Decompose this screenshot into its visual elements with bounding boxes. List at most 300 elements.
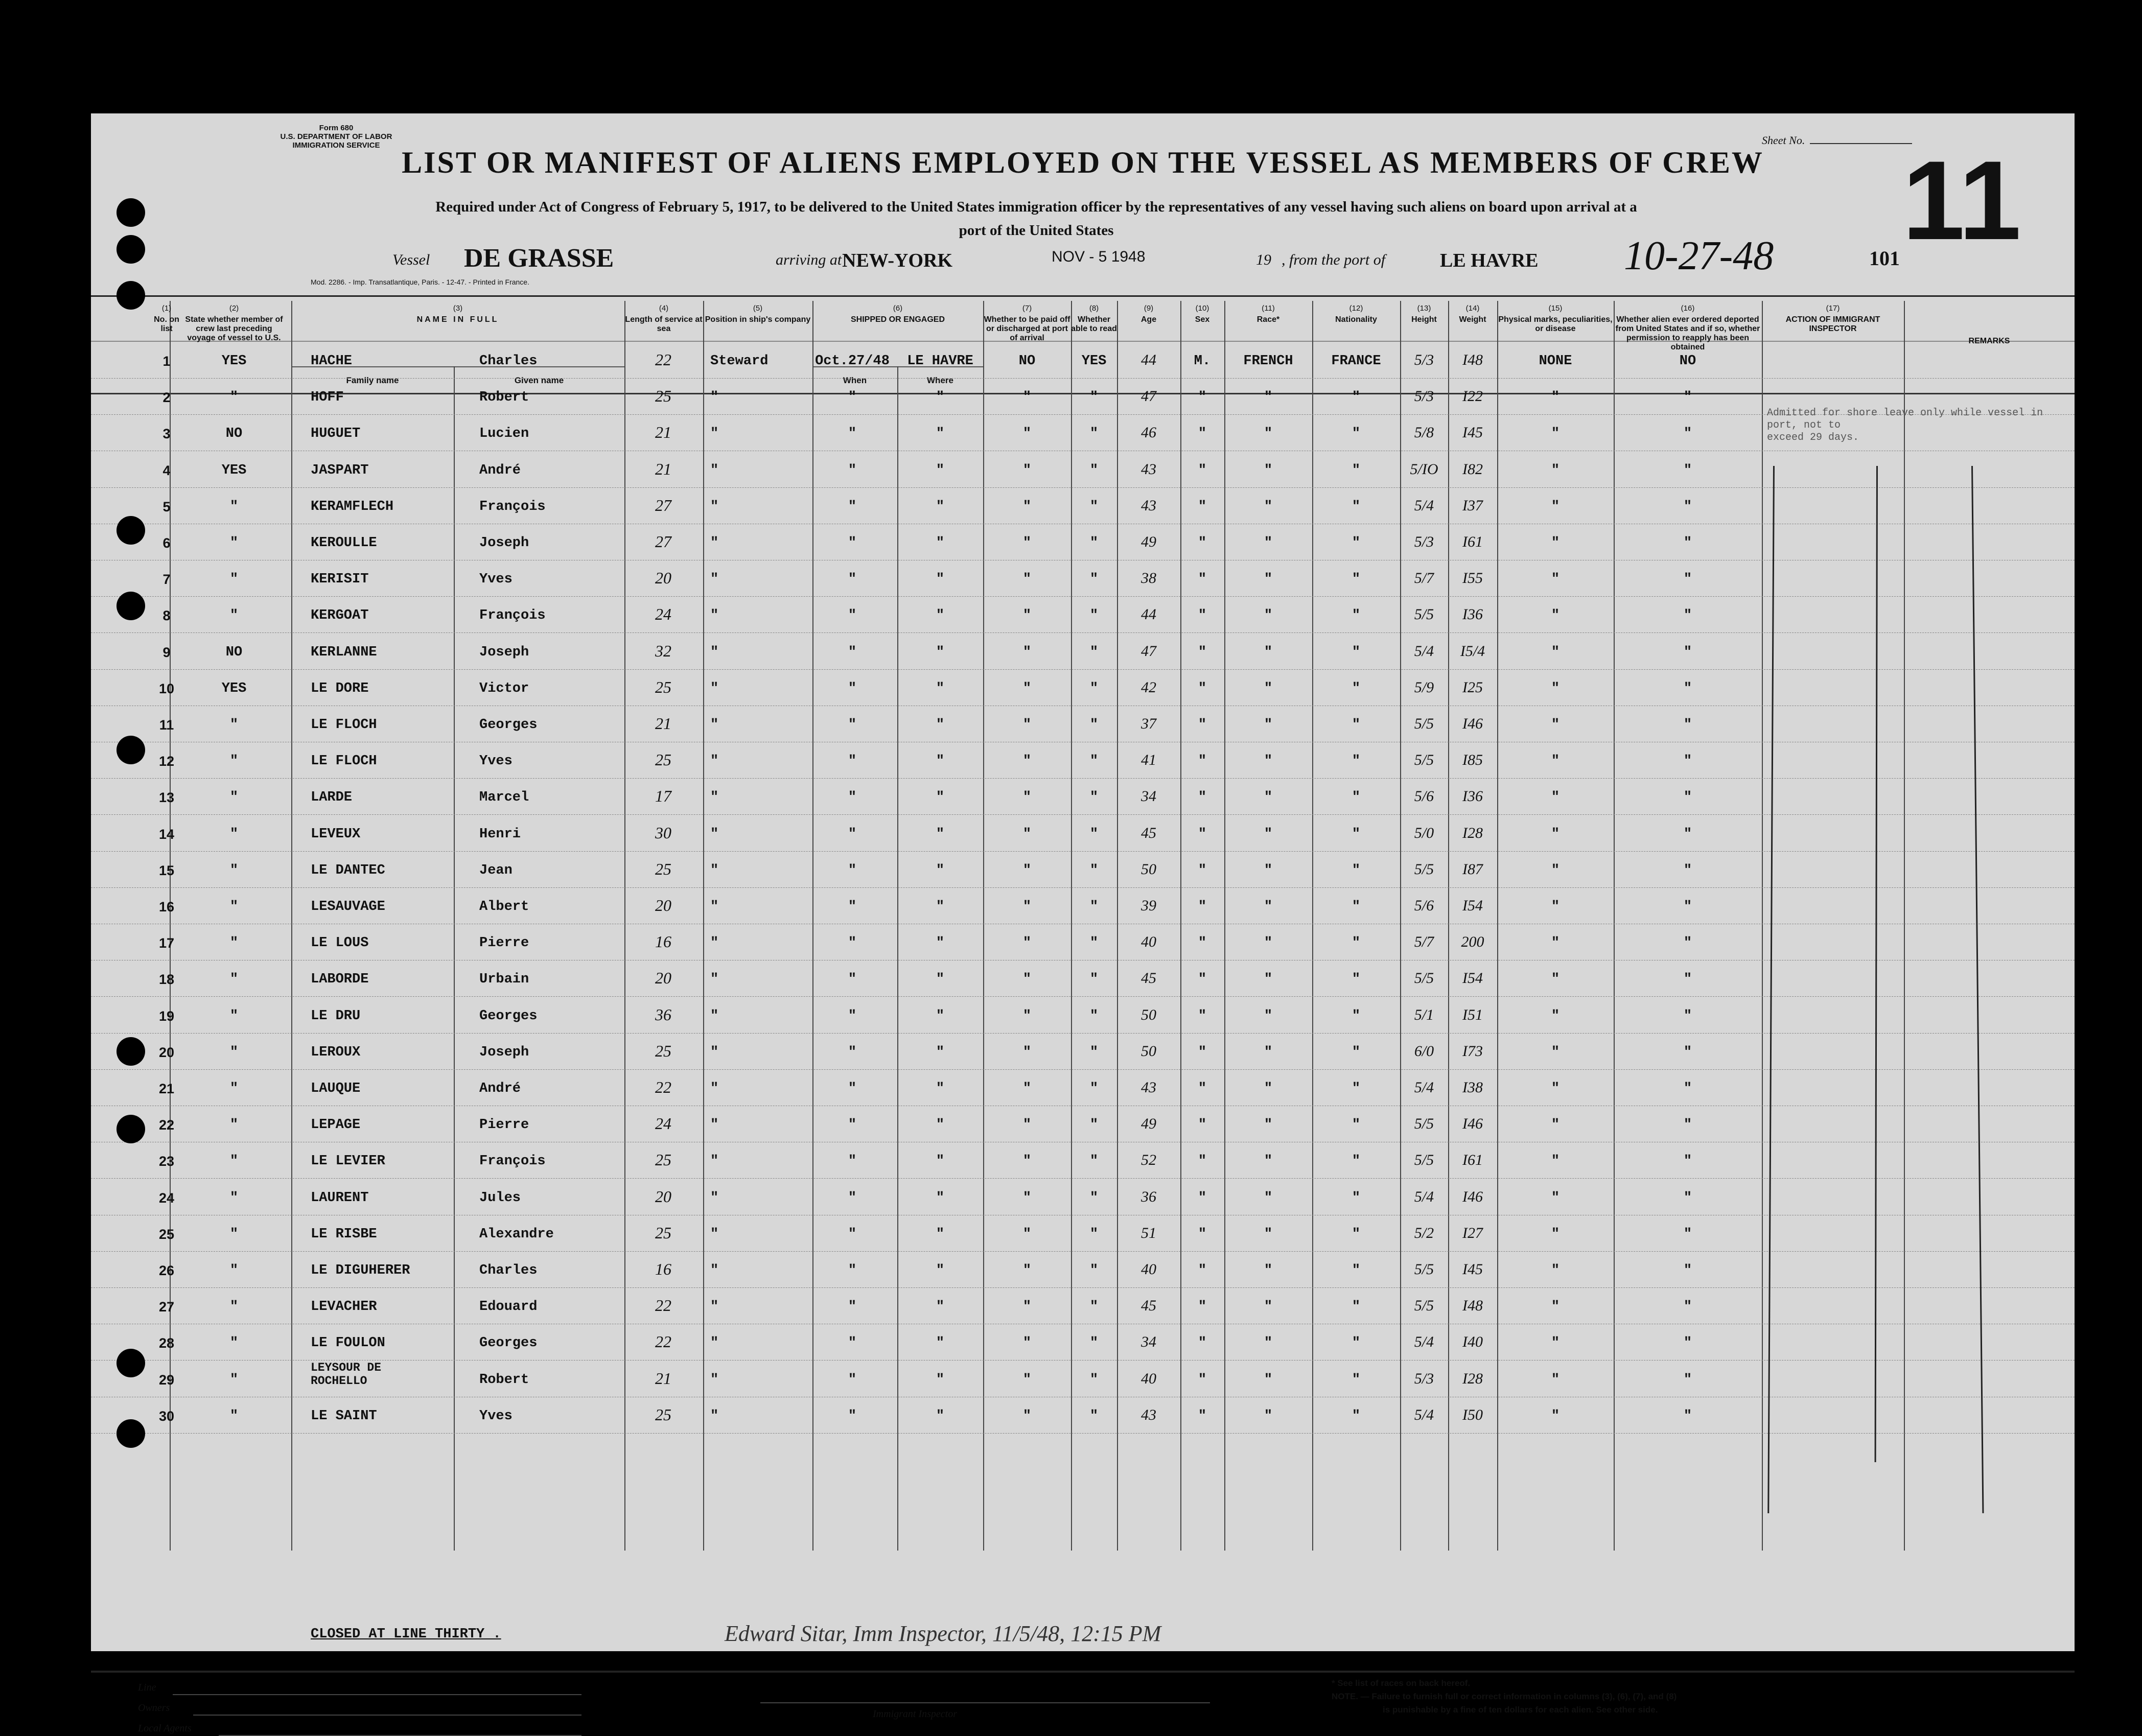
cell-when: " — [848, 1044, 857, 1060]
cell-age: 43 — [1141, 1406, 1156, 1423]
col-header-16: (16) Whether alien ever ordered deported from United States and if so, whether permission to reapply has been obtained — [1615, 304, 1760, 351]
cell-prev: " — [229, 390, 239, 406]
footer-agents-label: Local Agents — [138, 1723, 192, 1734]
cell-sex: " — [1198, 1044, 1207, 1060]
cell-marks: " — [1551, 826, 1560, 842]
cell-prev: YES — [221, 354, 247, 369]
table-row — [91, 560, 2075, 597]
cell-paid: " — [1022, 681, 1032, 696]
cell-height: 5/1 — [1414, 1006, 1434, 1023]
cell-race: " — [1264, 535, 1273, 551]
cell-deported: " — [1683, 1008, 1692, 1024]
cell-weight: I40 — [1462, 1333, 1483, 1351]
cell-position: " — [710, 972, 719, 988]
col-header-17: (17) ACTION OF IMMIGRANT INSPECTOR — [1785, 304, 1880, 333]
cell-service: 21 — [655, 714, 671, 733]
cell-given: Albert — [479, 899, 529, 914]
cell-read: " — [1089, 426, 1099, 442]
cell-marks: " — [1551, 1044, 1560, 1060]
cell-paid: " — [1022, 499, 1032, 514]
table-row — [91, 524, 2075, 560]
cell-prev: " — [229, 899, 239, 914]
cell-paid: " — [1022, 826, 1032, 842]
col-header-1: (1) No. on list — [154, 304, 179, 333]
cell-where: " — [936, 754, 945, 769]
cell-given: Joseph — [479, 644, 529, 660]
cell-prev: " — [229, 1408, 239, 1424]
footer-rule — [91, 1671, 2075, 1673]
cell-no: 10 — [158, 681, 175, 696]
cell-family: HACHE — [311, 354, 353, 369]
cell-prev: " — [229, 1190, 239, 1206]
subhead-family-name: Family name — [346, 376, 399, 385]
table-row — [91, 1142, 2075, 1179]
cell-height: 5/7 — [1414, 933, 1434, 951]
cell-when: " — [848, 426, 857, 442]
cell-no: 19 — [158, 1008, 175, 1024]
cell-height: 5/4 — [1414, 1406, 1434, 1423]
cell-service: 25 — [655, 1405, 671, 1424]
cell-service: 21 — [655, 423, 671, 442]
cell-service: 16 — [655, 1260, 671, 1278]
cell-when: " — [848, 899, 857, 914]
cell-family: LARDE — [311, 790, 353, 806]
cell-sex: " — [1198, 1372, 1207, 1388]
cell-where: " — [936, 1044, 945, 1060]
subhead-when: When — [843, 376, 867, 385]
cell-race: " — [1264, 972, 1273, 988]
cell-height: 5/4 — [1414, 1188, 1434, 1205]
table-row — [91, 1106, 2075, 1142]
cell-given: Yves — [479, 1408, 513, 1424]
cell-service: 25 — [655, 677, 671, 696]
cell-read: " — [1089, 1263, 1099, 1278]
cell-deported: " — [1683, 535, 1692, 551]
cell-marks: " — [1551, 426, 1560, 442]
cell-read: " — [1089, 1044, 1099, 1060]
cell-prev: " — [229, 1263, 239, 1278]
cell-deported: " — [1683, 1117, 1692, 1133]
cell-prev: NO — [225, 644, 243, 660]
cell-position: " — [710, 899, 719, 914]
punch-hole — [117, 1419, 145, 1448]
cell-read: " — [1089, 754, 1099, 769]
cell-no: 22 — [158, 1117, 175, 1133]
cell-given: Henri — [479, 826, 521, 842]
cell-marks: " — [1551, 1408, 1560, 1424]
cell-paid: " — [1022, 1044, 1032, 1060]
cell-service: 25 — [655, 387, 671, 406]
cell-when: Oct.27/48 — [815, 354, 890, 369]
cell-read: " — [1089, 1154, 1099, 1169]
cell-age: 50 — [1141, 1042, 1156, 1060]
cell-nat: " — [1352, 862, 1361, 878]
cell-no: 2 — [162, 390, 171, 406]
cell-no: 17 — [158, 935, 175, 951]
cell-deported: " — [1683, 608, 1692, 624]
table-row — [91, 997, 2075, 1034]
cell-when: " — [848, 935, 857, 951]
cell-when: " — [848, 608, 857, 624]
table-row — [91, 1070, 2075, 1106]
footer-owners-label: Owners — [138, 1702, 170, 1714]
cell-no: 5 — [162, 499, 171, 514]
cell-height: 5/3 — [1414, 388, 1434, 405]
cell-deported: " — [1683, 681, 1692, 696]
cell-read: " — [1089, 826, 1099, 842]
cell-read: " — [1089, 717, 1099, 733]
cell-position: " — [710, 1117, 719, 1133]
col-header-15: (15) Physical marks, peculiarities, or disease — [1498, 304, 1613, 333]
cell-weight: I87 — [1462, 860, 1483, 878]
cell-age: 44 — [1141, 351, 1156, 368]
cell-read: " — [1089, 1190, 1099, 1206]
cell-family: KERLANNE — [311, 644, 377, 660]
cell-family: JASPART — [311, 462, 369, 478]
department-name: U.S. DEPARTMENT OF LABOR — [280, 132, 392, 141]
cell-prev: " — [229, 1117, 239, 1133]
cell-age: 43 — [1141, 497, 1156, 514]
cell-nat: " — [1352, 644, 1361, 660]
cell-paid: " — [1022, 899, 1032, 914]
cell-given: Jean — [479, 862, 513, 878]
cell-age: 47 — [1141, 388, 1156, 405]
cell-no: 3 — [162, 426, 171, 442]
cell-height: 5/4 — [1414, 642, 1434, 660]
cell-read: YES — [1081, 354, 1107, 369]
punch-hole — [117, 592, 145, 620]
cell-sex: " — [1198, 1408, 1207, 1424]
cell-height: 5/5 — [1414, 860, 1434, 878]
cell-where: " — [936, 1081, 945, 1096]
col-header-4: (4) Length of service at sea — [625, 304, 703, 333]
cell-race: " — [1264, 644, 1273, 660]
cell-sex: " — [1198, 1008, 1207, 1024]
cell-service: 21 — [655, 1369, 671, 1388]
cell-prev: " — [229, 1335, 239, 1351]
cell-nat: " — [1352, 1408, 1361, 1424]
cell-deported: " — [1683, 1190, 1692, 1206]
cell-position: " — [710, 499, 719, 514]
cell-position: " — [710, 462, 719, 478]
cell-race: " — [1264, 1372, 1273, 1388]
cell-race: " — [1264, 1335, 1273, 1351]
cell-no: 28 — [158, 1335, 175, 1351]
cell-nat: " — [1352, 1081, 1361, 1096]
cell-no: 13 — [158, 790, 175, 806]
footer-note-penalty: NOTE. — Failure to furnish full or correct information in columns (3), (6), (7), and (8) — [1332, 1692, 1677, 1701]
cell-age: 37 — [1141, 715, 1156, 732]
cell-paid: " — [1022, 1226, 1032, 1242]
cell-paid: " — [1022, 1372, 1032, 1388]
cell-read: " — [1089, 462, 1099, 478]
cell-prev: " — [229, 1081, 239, 1096]
cell-read: " — [1089, 499, 1099, 514]
cell-no: 25 — [158, 1226, 175, 1242]
cell-age: 36 — [1141, 1188, 1156, 1205]
cell-no: 21 — [158, 1081, 175, 1096]
cell-height: 5/5 — [1414, 1261, 1434, 1278]
cell-given: Joseph — [479, 1044, 529, 1060]
cell-family: LE DIGUHERER — [311, 1263, 410, 1278]
cell-marks: " — [1551, 644, 1560, 660]
cell-sex: " — [1198, 1335, 1207, 1351]
cell-height: 5/5 — [1414, 606, 1434, 623]
col-header-2: (2) State whether member of crew last preceding voyage of vessel to U.S. — [185, 304, 283, 342]
cell-height: 5/3 — [1414, 533, 1434, 550]
cell-nat: " — [1352, 1226, 1361, 1242]
cell-weight: I25 — [1462, 678, 1483, 696]
cell-when: " — [848, 862, 857, 878]
cell-given: Yves — [479, 754, 513, 769]
cell-service: 20 — [655, 969, 671, 988]
cell-service: 27 — [655, 496, 671, 514]
cell-family: LAUQUE — [311, 1081, 361, 1096]
cell-where: " — [936, 535, 945, 551]
cell-no: 6 — [162, 535, 171, 551]
cell-family: LE LEVIER — [311, 1154, 385, 1169]
cell-position: " — [710, 826, 719, 842]
cell-sex: " — [1198, 644, 1207, 660]
cell-sex: " — [1198, 681, 1207, 696]
cell-marks: " — [1551, 1117, 1560, 1133]
cell-family: LE FLOCH — [311, 754, 377, 769]
cell-age: 51 — [1141, 1224, 1156, 1241]
cell-family: LEVACHER — [311, 1299, 377, 1315]
cell-age: 34 — [1141, 1333, 1156, 1351]
cell-prev: " — [229, 717, 239, 733]
cell-when: " — [848, 790, 857, 806]
table-row — [91, 852, 2075, 888]
punch-hole — [117, 235, 145, 264]
cell-marks: " — [1551, 1299, 1560, 1315]
cell-service: 24 — [655, 1114, 671, 1133]
cell-deported: " — [1683, 1081, 1692, 1096]
cell-no: 4 — [162, 462, 171, 478]
cell-nat: FRANCE — [1331, 354, 1381, 369]
cell-prev: " — [229, 1372, 239, 1388]
cell-marks: " — [1551, 681, 1560, 696]
cell-where: " — [936, 1408, 945, 1424]
cell-where: " — [936, 826, 945, 842]
cell-height: 5/6 — [1414, 788, 1434, 805]
cell-age: 46 — [1141, 424, 1156, 441]
cell-read: " — [1089, 681, 1099, 696]
header-rule — [91, 295, 2075, 297]
cell-given: Alexandre — [479, 1226, 554, 1242]
cell-service: 22 — [655, 1332, 671, 1351]
cell-where: " — [936, 681, 945, 696]
col-header-13: (13) Height — [1411, 304, 1437, 324]
cell-position: " — [710, 790, 719, 806]
cell-where: " — [936, 390, 945, 406]
cell-deported: " — [1683, 1226, 1692, 1242]
cell-weight: I50 — [1462, 1406, 1483, 1423]
cell-age: 38 — [1141, 570, 1156, 587]
col-header-7: (7) Whether to be paid off or discharged at port of arrival — [984, 304, 1070, 342]
cell-where: LE HAVRE — [907, 354, 973, 369]
cell-no: 15 — [158, 862, 175, 878]
cell-where: " — [936, 572, 945, 588]
cell-no: 20 — [158, 1044, 175, 1060]
cell-marks: " — [1551, 862, 1560, 878]
cell-paid: " — [1022, 862, 1032, 878]
cell-given: Robert — [479, 1372, 529, 1388]
cell-position: " — [710, 1299, 719, 1315]
footer-note-races: * See list of races on back hereof. — [1332, 1678, 1471, 1688]
cell-where: " — [936, 1263, 945, 1278]
cell-race: " — [1264, 826, 1273, 842]
cell-deported: " — [1683, 754, 1692, 769]
cell-nat: " — [1352, 717, 1361, 733]
cell-race: " — [1264, 1154, 1273, 1169]
cell-age: 40 — [1141, 1261, 1156, 1278]
cell-position: " — [710, 390, 719, 406]
cell-where: " — [936, 462, 945, 478]
cell-no: 14 — [158, 826, 175, 842]
cell-race: " — [1264, 1299, 1273, 1315]
cell-weight: I36 — [1462, 606, 1483, 623]
cell-service: 21 — [655, 459, 671, 478]
cell-paid: " — [1022, 390, 1032, 406]
cell-read: " — [1089, 972, 1099, 988]
cell-family: HUGUET — [311, 426, 361, 442]
cell-service: 30 — [655, 823, 671, 842]
cell-when: " — [848, 499, 857, 514]
cell-nat: " — [1352, 608, 1361, 624]
cell-service: 20 — [655, 896, 671, 914]
cell-given: Joseph — [479, 535, 529, 551]
cell-prev: " — [229, 826, 239, 842]
subhead-where: Where — [927, 376, 953, 385]
cell-family: KERISIT — [311, 572, 369, 588]
cell-marks: " — [1551, 608, 1560, 624]
year-label: 19 — [1256, 251, 1271, 268]
cell-height: 5/2 — [1414, 1224, 1434, 1241]
cell-prev: " — [229, 754, 239, 769]
cell-family: LE FOULON — [311, 1335, 385, 1351]
cell-given: Pierre — [479, 1117, 529, 1133]
cell-prev: " — [229, 499, 239, 514]
table-row — [91, 1324, 2075, 1360]
cell-where: " — [936, 1008, 945, 1024]
cell-when: " — [848, 1372, 857, 1388]
cell-age: 39 — [1141, 897, 1156, 914]
cell-marks: " — [1551, 1008, 1560, 1024]
cell-where: " — [936, 935, 945, 951]
cell-age: 40 — [1141, 1370, 1156, 1387]
cell-family: LESAUVAGE — [311, 899, 385, 914]
table-row — [91, 888, 2075, 924]
cell-read: " — [1089, 1408, 1099, 1424]
cell-marks: " — [1551, 935, 1560, 951]
cell-marks: " — [1551, 1190, 1560, 1206]
footer-line-label: Line — [138, 1682, 156, 1693]
cell-when: " — [848, 535, 857, 551]
cell-prev: " — [229, 972, 239, 988]
cell-deported: " — [1683, 1263, 1692, 1278]
cell-weight: I38 — [1462, 1079, 1483, 1096]
cell-height: 5/8 — [1414, 424, 1434, 441]
cell-service: 20 — [655, 1187, 671, 1206]
cell-family: LE LOUS — [311, 935, 369, 951]
cell-no: 29 — [158, 1372, 175, 1388]
cell-nat: " — [1352, 390, 1361, 406]
cell-prev: " — [229, 790, 239, 806]
cell-where: " — [936, 1299, 945, 1315]
cell-nat: " — [1352, 1190, 1361, 1206]
cell-race: " — [1264, 754, 1273, 769]
cell-position: " — [710, 717, 719, 733]
cell-paid: " — [1022, 935, 1032, 951]
cell-given: Urbain — [479, 972, 529, 988]
cell-service: 25 — [655, 859, 671, 878]
table-row — [91, 779, 2075, 815]
cell-position: " — [710, 754, 719, 769]
cell-position: " — [710, 426, 719, 442]
cell-read: " — [1089, 1008, 1099, 1024]
cell-where: " — [936, 1226, 945, 1242]
cell-service: 20 — [655, 569, 671, 588]
cell-service: 22 — [655, 350, 671, 369]
cell-sex: " — [1198, 754, 1207, 769]
cell-sex: " — [1198, 717, 1207, 733]
cell-nat: " — [1352, 535, 1361, 551]
subhead-given-name: Given name — [514, 376, 564, 385]
legal-notice-line2: port of the United States — [959, 222, 1114, 239]
cell-weight: I28 — [1462, 1370, 1483, 1387]
cell-given: Charles — [479, 354, 538, 369]
cell-service: 36 — [655, 1005, 671, 1024]
cell-height: 5/5 — [1414, 715, 1434, 732]
cell-age: 43 — [1141, 460, 1156, 478]
cell-paid: " — [1022, 1117, 1032, 1133]
cell-weight: I46 — [1462, 1115, 1483, 1133]
cell-marks: " — [1551, 790, 1560, 806]
cell-prev: YES — [221, 681, 247, 696]
cell-deported: " — [1683, 572, 1692, 588]
cell-family: LE FLOCH — [311, 717, 377, 733]
cell-when: " — [848, 1008, 857, 1024]
table-row — [91, 452, 2075, 488]
cell-paid: " — [1022, 1154, 1032, 1169]
punch-hole — [117, 516, 145, 545]
cell-weight: I27 — [1462, 1224, 1483, 1241]
cell-height: 5/5 — [1414, 970, 1434, 987]
cell-given: Georges — [479, 1008, 538, 1024]
cell-deported: " — [1683, 862, 1692, 878]
printer-imprint: Mod. 2286. - Imp. Transatlantique, Paris. - 12-47. - Printed in France. — [311, 278, 529, 286]
cell-race: " — [1264, 899, 1273, 914]
cell-when: " — [848, 717, 857, 733]
cell-nat: " — [1352, 935, 1361, 951]
cell-race: " — [1264, 1117, 1273, 1133]
table-row — [91, 1397, 2075, 1434]
cell-no: 30 — [158, 1408, 175, 1424]
table-row — [91, 342, 2075, 379]
cell-nat: " — [1352, 462, 1361, 478]
cell-when: " — [848, 1117, 857, 1133]
cell-no: 16 — [158, 899, 175, 914]
cell-sex: " — [1198, 1226, 1207, 1242]
cell-sex: M. — [1194, 354, 1211, 369]
cell-height: 5/5 — [1414, 1115, 1434, 1133]
arriving-port: NEW-YORK — [842, 250, 953, 271]
punch-hole — [117, 1037, 145, 1066]
cell-sex: " — [1198, 426, 1207, 442]
table-row — [91, 815, 2075, 852]
cell-family: HOFF — [311, 390, 344, 406]
